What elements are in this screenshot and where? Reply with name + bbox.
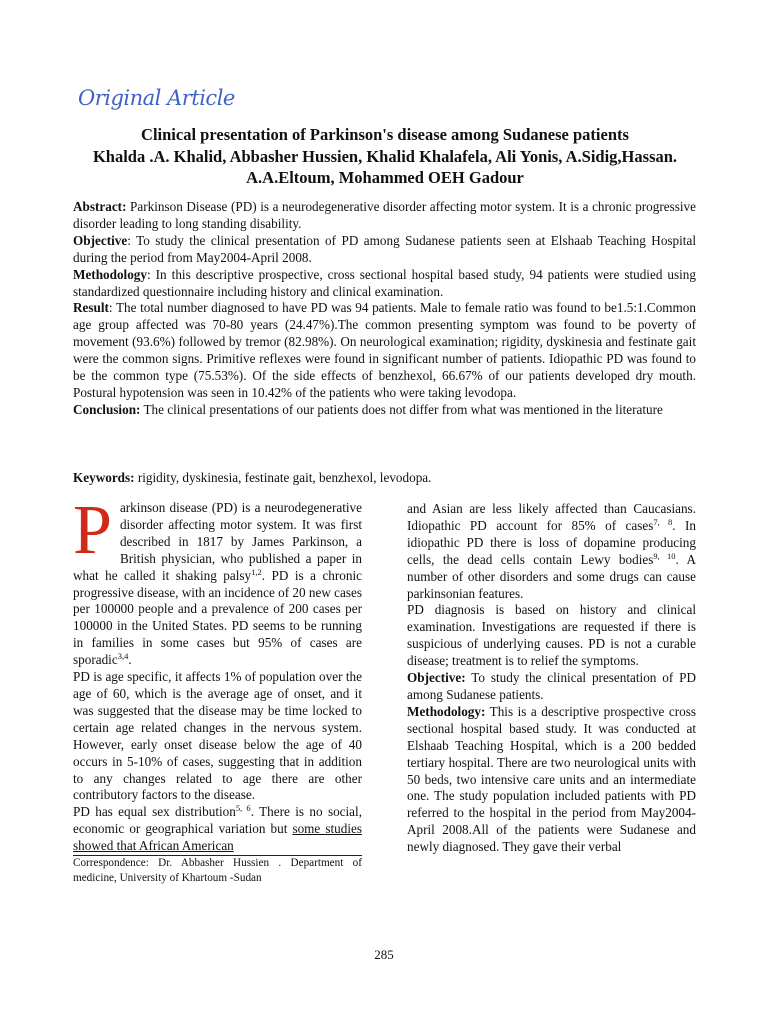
citation-3-4: 3,4 bbox=[117, 651, 129, 662]
intro-paragraph-4 bbox=[407, 501, 696, 602]
intro-text-3: PD has equal sex distribution bbox=[73, 804, 236, 820]
methodology-paragraph bbox=[73, 267, 696, 301]
left-column bbox=[73, 492, 362, 885]
author-list bbox=[50, 146, 720, 188]
objective-paragraph bbox=[73, 233, 696, 267]
methodology-label: Methodology bbox=[73, 266, 147, 282]
correspondence-note: Correspondence: Dr. Abbasher Hussien . Department of medicine, University of Khartoum -Sudan bbox=[73, 857, 362, 884]
conclusion-paragraph bbox=[73, 402, 696, 419]
intro-text-2: . PD is a chronic progressive disease, with an incidence of 20 new cases per 100000 people and a prevalence of 200 cases per 100000 in the United States. PD seems to be running in families in some cases but 95% of cases are sporadic bbox=[73, 567, 362, 668]
citation-1-2: 1,2 bbox=[251, 566, 262, 577]
citation-7-8: 7, 8 bbox=[653, 516, 673, 527]
objective-heading: Objective: bbox=[407, 670, 466, 686]
keywords bbox=[73, 469, 696, 486]
methodology-body: This is a descriptive prospective cross sectional hospital based study. It was conducted at Elshaab Teaching Hospital, which is a 200 bedded tertiary hospital. There are two neurological units with 50 beds, two intensive care units and an intermediate one. The study population included patients with PD referred to the hospital in the period from May2004-April 2008.All of the patients were Sudanese and newly diagnosed. They gave their verbal bbox=[407, 703, 696, 855]
result-text: : The total number diagnosed to have PD was 94 patients. Male to female ratio was found to be1.5:1.Common age group affected was 70-80 years (24.47%).The common presenting symptom was found to be poverty of movement (93.6%) followed by tremor (82.98%). On neurological examination; rigidity, dyskinesia and festinate gait were the common signs. Primitive reflexes were found in significant number of patients. Idiopathic PD was found to be the common type (75.53%). Of the side effects of benzhexol, 66.67% of our patients developed dry mouth. Postural hypotension was seen in 10.42% of the patients who were taking levodopa. bbox=[73, 300, 696, 400]
intro-text-5: and Asian are less likely affected than Caucasians. Idiopathic PD account for 85% of cases bbox=[407, 501, 696, 533]
methodology-heading: Methodology: bbox=[407, 703, 486, 719]
conclusion-label: Conclusion: bbox=[73, 401, 141, 417]
authors-line-2: A.A.Eltoum, Mohammed OEH Gadour bbox=[246, 168, 524, 187]
result-paragraph bbox=[73, 300, 696, 401]
keywords-label: Keywords: bbox=[73, 470, 135, 485]
result-label: Result bbox=[73, 300, 109, 316]
objective-label: Objective bbox=[73, 232, 128, 248]
intro-text-1: arkinson disease (PD) is a neurodegenerative disorder affecting motor system. It was first described in 1817 by James Parkinson, a British physician, who published a paper in what he called it shaking palsy bbox=[73, 500, 362, 583]
citation-5-6: 5, 6 bbox=[235, 803, 251, 814]
drop-cap: P bbox=[73, 492, 112, 569]
intro-text-end: . bbox=[128, 652, 132, 668]
abstract-paragraph bbox=[73, 199, 696, 233]
authors-line-1: Khalda .A. Khalid, Abbasher Hussien, Khalid Khalafela, Ali Yonis, A.Sidig,Hassan. bbox=[92, 147, 678, 166]
objective-section bbox=[407, 670, 696, 704]
abstract-block bbox=[73, 199, 696, 419]
methodology-text: : In this descriptive prospective, cross sectional hospital based study, 94 patients were studied using standardized questionnaire including history and clinical examination. bbox=[73, 266, 696, 299]
citation-9-10: 9, 10 bbox=[653, 550, 676, 561]
intro-text-6: . In idiopathic PD there is loss of dopamine producing cells, the dead cells contain Lewy bodies bbox=[407, 517, 696, 567]
objective-text: : To study the clinical presentation of PD among Sudanese patients seen at Elshaab Teaching Hospital during the period from May2004-April 2008. bbox=[73, 232, 696, 265]
intro-text-underlined: some studies showed that African American bbox=[73, 821, 362, 854]
article-title: Clinical presentation of Parkinson's disease among Sudanese patients bbox=[141, 125, 629, 144]
intro-text-7: . A number of other disorders and some drugs can cause parkinsonian features. bbox=[407, 551, 697, 601]
intro-paragraph-3 bbox=[73, 804, 362, 855]
intro-paragraph-2: PD is age specific, it affects 1% of population over the age of 60, which is the average age of onset, and it was suggested that the disease may be time locked to certain age related changes in the nervous system. However, early onset disease below the age of 40 occurs in 5-10% of cases, suggesting that in addition to any changes related to age there are other contributory factors to the disease. bbox=[73, 669, 362, 803]
abstract-label: Abstract: bbox=[73, 199, 127, 214]
intro-paragraph-1 bbox=[73, 492, 362, 669]
intro-text-4: . There is no social, economic or geographical variation but bbox=[73, 804, 362, 837]
section-label: Original Article bbox=[78, 86, 235, 110]
methodology-section bbox=[407, 704, 696, 856]
objective-body: To study the clinical presentation of PD among Sudanese patients. bbox=[407, 670, 696, 702]
abstract-text: Parkinson Disease (PD) is a neurodegenerative disorder affecting motor system. It is a chronic progressive disorder leading to long standing disability. bbox=[73, 199, 696, 231]
keywords-text: rigidity, dyskinesia, festinate gait, benzhexol, levodopa. bbox=[134, 470, 432, 485]
page-number: 285 bbox=[374, 947, 394, 962]
right-column bbox=[407, 501, 696, 856]
diagnosis-paragraph: PD diagnosis is based on history and clinical examination. Investigations are requested if there is suspicious of underlying causes. PD is not a curable disease; treatment is to relief the symptoms. bbox=[407, 602, 696, 669]
conclusion-text: The clinical presentations of our patients does not differ from what was mentioned in the literature bbox=[140, 401, 663, 417]
